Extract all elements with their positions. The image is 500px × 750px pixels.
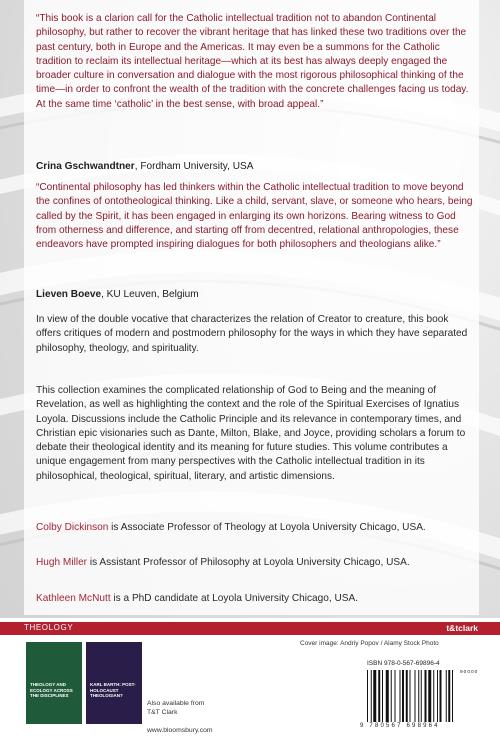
also-available-label: Also available from T&T Clark xyxy=(147,700,205,716)
editor-bio: is Associate Professor of Theology at Loyola University Chicago, USA. xyxy=(108,522,426,533)
quote-2-attribution xyxy=(36,288,476,302)
quote-2-author: Lieven Boeve xyxy=(36,289,102,300)
editor-bio-1 xyxy=(36,521,476,535)
editor-bio-3 xyxy=(36,592,476,606)
editor-name: Hugh Miller xyxy=(36,557,88,568)
quote-1-attribution xyxy=(36,160,476,174)
description-paragraph-1: In view of the double vocative that characterizes the relation of Creator to creature, this book offers critiques of modern and postmodern philosophy for the ways in which they have separated philosophy, theology, and spirituality. xyxy=(36,314,468,354)
quote-2-affiliation: , KU Leuven, Belgium xyxy=(101,289,199,300)
barcode-number: 9 780567 698964 xyxy=(360,723,440,729)
price-code: 90000 xyxy=(460,670,479,675)
editor-name: Colby Dickinson xyxy=(36,522,109,533)
publisher-logo: t&tclark xyxy=(446,623,478,633)
related-book-cover-2 xyxy=(86,642,142,724)
category-bar xyxy=(0,622,500,635)
editor-bio-2 xyxy=(36,556,476,570)
publisher-url: www.bloomsbury.com xyxy=(147,727,213,734)
endorsement-quote-1 xyxy=(36,12,476,112)
endorsement-quote-2 xyxy=(36,181,476,252)
book-1-title: THEOLOGY AND ECOLOGY ACROSS THE DISCIPLINES xyxy=(30,682,73,698)
category-label: THEOLOGY xyxy=(24,623,74,632)
cover-image-credit: Cover image: Andriy Popov / Alamy Stock Photo xyxy=(300,640,439,647)
editor-bio: is a PhD candidate at Loyola University Chicago, USA. xyxy=(110,593,359,604)
quote-1-author: Crina Gschwandtner xyxy=(36,161,135,172)
quote-2-text: “Continental philosophy has led thinkers within the Catholic intellectual tradition to move beyond the confines of ontotheological thinking. Like a child, servant, slave, or someone who hears, being called by the Spirit, it has been engaged in enlarging its own horizons. Bearing witness to God from otherness and difference, and starting off from decentred, relational anthropologies, these endeavors have prompted inspiring dialogues for both philosophers and theologians alike.” xyxy=(36,182,473,251)
editor-bio: is Assistant Professor of Philosophy at Loyola University Chicago, USA. xyxy=(87,557,410,568)
isbn-label: ISBN 978-0-567-69896-4 xyxy=(367,660,440,667)
description-paragraph-2: This collection examines the complicated relationship of God to Being and the meaning of Revelation, as well as highlighting the context and the role of the Spiritual Exercises of Ignatius Loyola. Discussions include the Catholic Principle and its relevance in contemporary times, and Christian epic visionaries such as Dante, Milton, Blake, and Joyce, providing scholars a forum to debate their theological identity and its meaning for future studies. This volume contributes a unique engagement from many perspectives with the Catholic intellectual tradition in its philosophical, theological, spiritual, literary, and artistic dimensions. xyxy=(36,385,466,482)
editor-name: Kathleen McNutt xyxy=(36,593,111,604)
book-2-title: KARL BARTH: POST-HOLOCAUST THEOLOGIAN? xyxy=(90,682,136,698)
isbn-barcode xyxy=(367,670,482,722)
quote-1-affiliation: , Fordham University, USA xyxy=(134,161,254,172)
related-book-cover-1 xyxy=(26,642,82,724)
quote-1-text: “This book is a clarion call for the Catholic intellectual tradition not to abandon Continental philosophy, but rather to recover the vibrant heritage that has linked these two traditions over the past century, both in Europe and the Americas. It may even be a summons for the Catholic tradition to reclaim its intellectual heritage—which at its best has always deeply engaged the broader culture in conversation and dialogue with the most rigorous philosophical thinking of the time—in order to confront the wealth of the tradition with the concrete challenges facing us today. At the same time ‘catholic’ in the best sense, with broad appeal.” xyxy=(36,13,469,110)
